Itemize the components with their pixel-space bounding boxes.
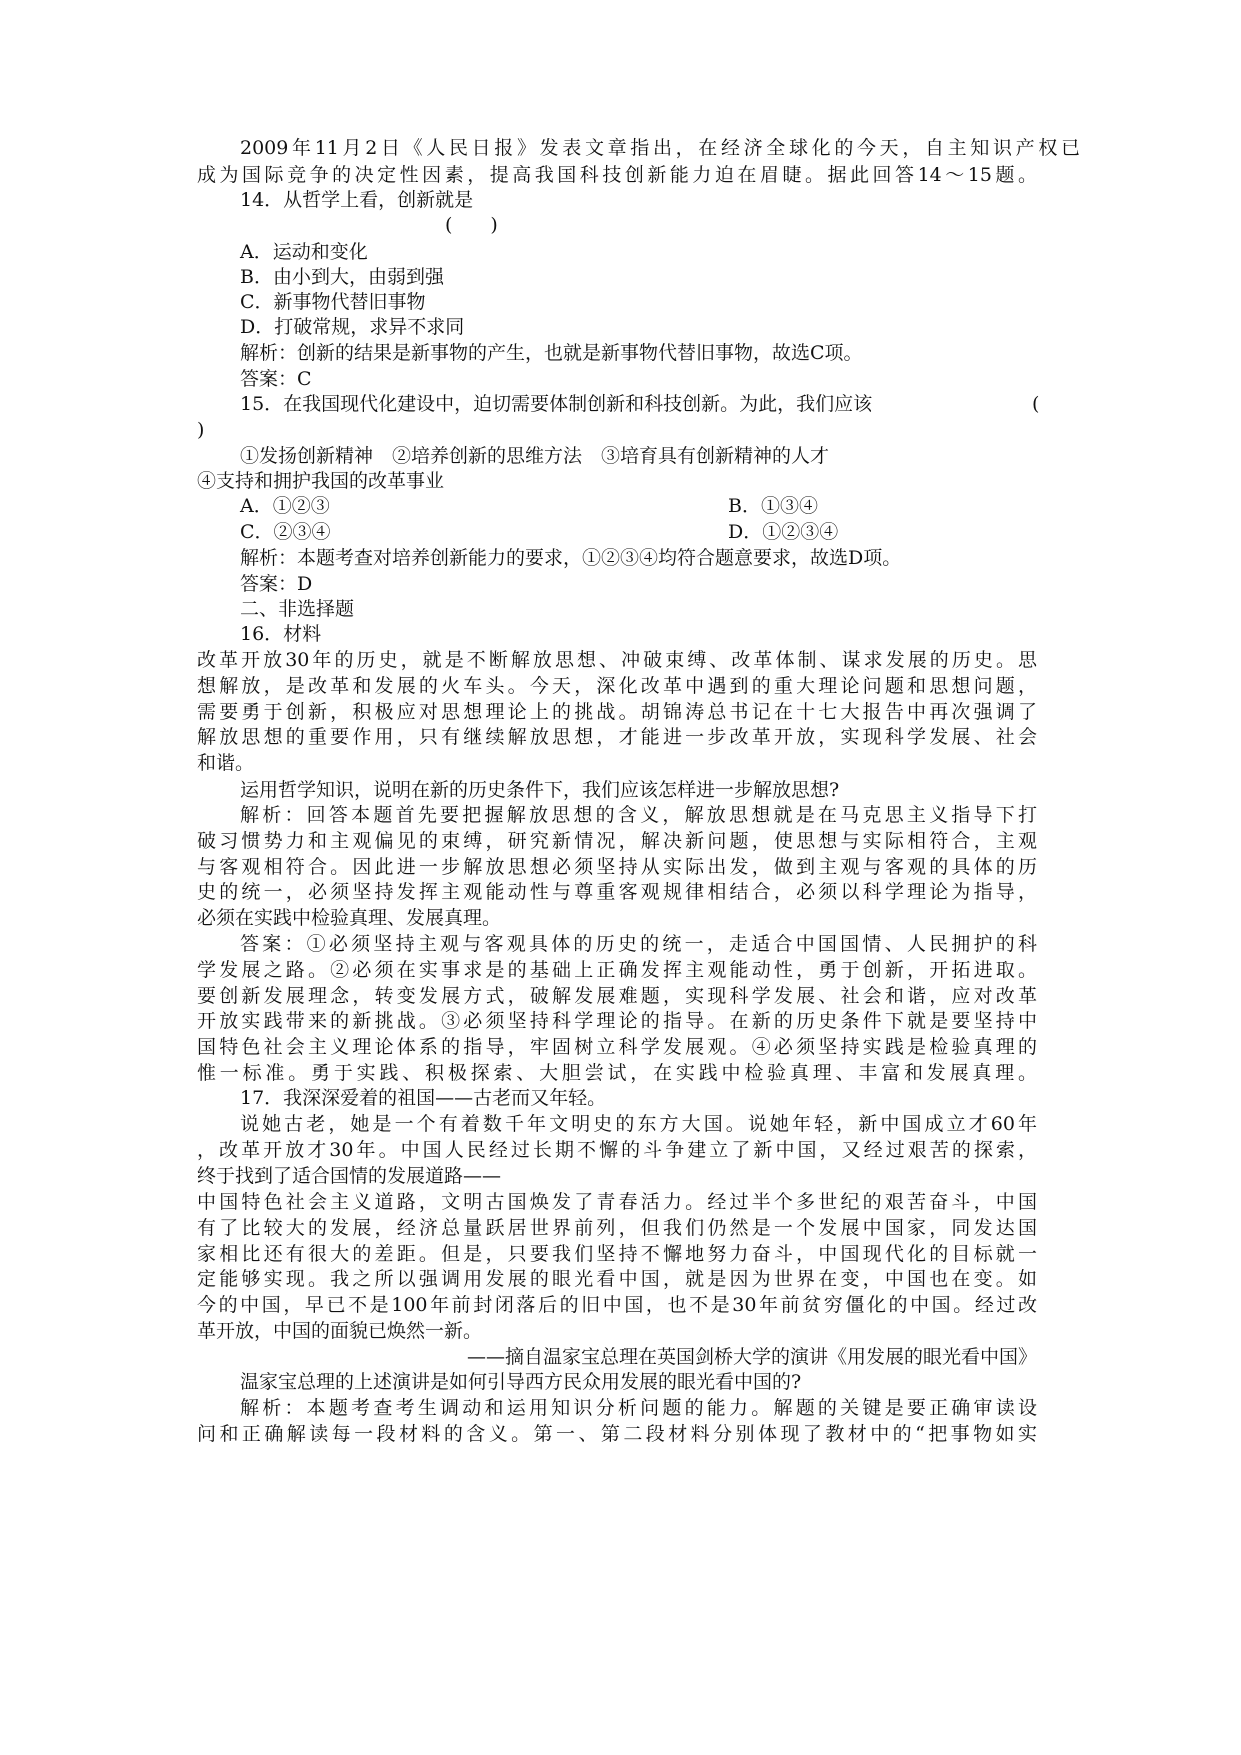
option: B．由小到大，由弱到强 — [240, 266, 444, 288]
material-line: 定能够实现。我之所以强调用发展的眼光看中国，就是因为世界在变，中国也在变。如 — [197, 1268, 1037, 1290]
intro-line: 成为国际竞争的决定性因素，提高我国科技创新能力迫在眉睫。据此回答14～15题。 — [197, 164, 1037, 186]
answer-blank-close: ) — [197, 419, 205, 441]
material-line: 今的中国，早已不是100年前封闭落后的旧中国，也不是30年前贫穷僵化的中国。经过改 — [197, 1294, 1037, 1316]
material-line: ，改革开放才30年。中国人民经过长期不懈的斗争建立了新中国，又经过艰苦的探索， — [197, 1139, 1037, 1161]
analysis-line: 与客观相符合。因此进一步解放思想必须坚持从实际出发，做到主观与客观的具体的历 — [197, 856, 1037, 878]
analysis-line: 问和正确解读每一段材料的含义。第一、第二段材料分别体现了教材中的“把事物如实 — [197, 1423, 1037, 1445]
question-label: 16．材料 — [240, 623, 322, 645]
analysis-line: 史的统一，必须坚持发挥主观能动性与尊重客观规律相结合，必须以科学理论为指导， — [197, 881, 1037, 903]
answer-line: 答案：①必须坚持主观与客观具体的历史的统一，走适合中国国情、人民拥护的科 — [240, 933, 1037, 955]
material-line: 革开放，中国的面貌已焕然一新。 — [197, 1320, 483, 1342]
option: D．打破常规，求异不求同 — [240, 316, 465, 338]
question-text: 温家宝总理的上述演讲是如何引导西方民众用发展的眼光看中国的? — [240, 1371, 802, 1393]
intro-line: 2009年11月2日《人民日报》发表文章指出，在经济全球化的今天，自主知识产权已 — [240, 137, 1080, 159]
answer-line: 国特色社会主义理论体系的指导，牢固树立科学发展观。④必须坚持实践是检验真理的 — [197, 1036, 1037, 1058]
section-heading: 二、非选择题 — [240, 598, 355, 620]
analysis-text: 解析：创新的结果是新事物的产生，也就是新事物代替旧事物，故选C项。 — [240, 342, 863, 364]
material-line: 终于找到了适合国情的发展道路—— — [197, 1165, 502, 1187]
material-line: 改革开放30年的历史，就是不断解放思想、冲破束缚、改革体制、谋求发展的历史。思 — [197, 649, 1037, 671]
question-title: 17．我深深爱着的祖国——古老而又年轻。 — [240, 1087, 607, 1109]
question-stem: 14．从哲学上看，创新就是 — [240, 189, 474, 211]
statement-list: ①发扬创新精神 ②培养创新的思维方法 ③培育具有创新精神的人才 — [240, 445, 830, 467]
option: A．运动和变化 — [240, 241, 368, 263]
material-line: 想解放，是改革和发展的火车头。今天，深化改革中遇到的重大理论问题和思想问题， — [197, 675, 1037, 697]
option: A．①②③ — [240, 495, 330, 517]
analysis-line: 必须在实践中检验真理、发展真理。 — [197, 907, 502, 929]
answer-blank: ( ) — [445, 214, 498, 236]
answer-blank-open: ( — [1032, 393, 1040, 415]
question-text: 运用哲学知识，说明在新的历史条件下，我们应该怎样进一步解放思想? — [240, 779, 840, 801]
statement-list: ④支持和拥护我国的改革事业 — [197, 470, 445, 492]
option: C．新事物代替旧事物 — [240, 291, 426, 313]
answer-text: 答案：D — [240, 573, 313, 595]
material-line: 说她古老，她是一个有着数千年文明史的东方大国。说她年轻，新中国成立才60年 — [240, 1113, 1037, 1135]
analysis-line: 解析：本题考查考生调动和运用知识分析问题的能力。解题的关键是要正确审读设 — [240, 1397, 1037, 1419]
source-citation: ——摘自温家宝总理在英国剑桥大学的演讲《用发展的眼光看中国》 — [466, 1346, 1037, 1368]
answer-line: 惟一标准。勇于实践、积极探索、大胆尝试，在实践中检验真理、丰富和发展真理。 — [197, 1062, 1037, 1084]
option: C．②③④ — [240, 521, 331, 543]
material-line: 家相比还有很大的差距。但是，只要我们坚持不懈地努力奋斗，中国现代化的目标就一 — [197, 1243, 1037, 1265]
analysis-line: 解析：回答本题首先要把握解放思想的含义，解放思想就是在马克思主义指导下打 — [240, 804, 1037, 826]
answer-line: 开放实践带来的新挑战。③必须坚持科学理论的指导。在新的历史条件下就是要坚持中 — [197, 1010, 1037, 1032]
material-line: 有了比较大的发展，经济总量跃居世界前列，但我们仍然是一个发展中国家，同发达国 — [197, 1217, 1037, 1239]
answer-line: 要创新发展理念，转变发展方式，破解发展难题，实现科学发展、社会和谐，应对改革 — [197, 985, 1037, 1007]
analysis-line: 破习惯势力和主观偏见的束缚，研究新情况，解决新问题，使思想与实际相符合，主观 — [197, 830, 1037, 852]
analysis-text: 解析：本题考查对培养创新能力的要求，①②③④均符合题意要求，故选D项。 — [240, 547, 902, 569]
answer-text: 答案：C — [240, 368, 312, 390]
material-line: 和谐。 — [197, 752, 255, 774]
answer-line: 学发展之路。②必须在实事求是的基础上正确发挥主观能动性，勇于创新，开拓进取。 — [197, 959, 1037, 981]
option: B．①③④ — [728, 495, 818, 517]
question-stem: 15．在我国现代化建设中，迫切需要体制创新和科技创新。为此，我们应该 — [240, 393, 873, 415]
material-line: 解放思想的重要作用，只有继续解放思想，才能进一步改革开放，实现科学发展、社会 — [197, 726, 1037, 748]
option: D．①②③④ — [728, 521, 839, 543]
material-line: 需要勇于创新，积极应对思想理论上的挑战。胡锦涛总书记在十七大报告中再次强调了 — [197, 701, 1037, 723]
material-line: 中国特色社会主义道路，文明古国焕发了青春活力。经过半个多世纪的艰苦奋斗，中国 — [197, 1191, 1037, 1213]
